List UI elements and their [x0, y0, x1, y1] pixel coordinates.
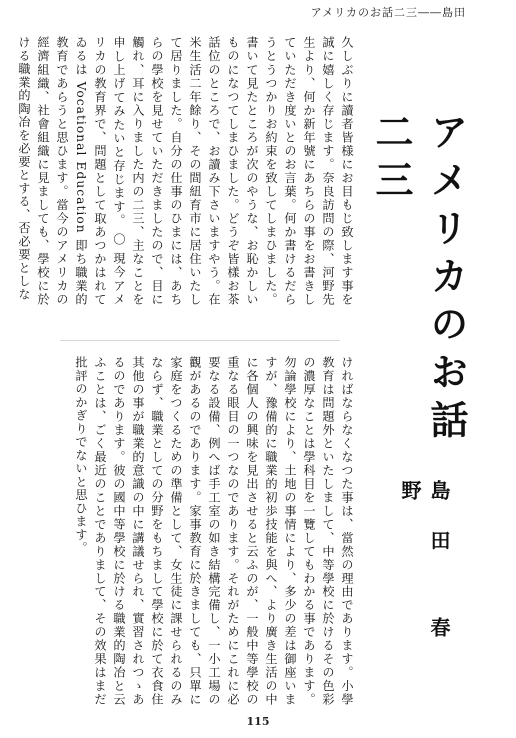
article-title: アメリカのお話二三 — [369, 112, 469, 448]
body-text-upper: 久しぶりに讀者皆様にお目もじ致します事を誠に嬉しく存じます。奈良訪問の際、河野先生より、何か新年號にあちらの事をお書きしていただき度いとのお言葉。何か書けるだらうとうつかりお約束を致してしまひました。書いて見たところが次のやうな、お恥かしいものになつてしまひました。どうぞ皆樣お茶話位のところで、お讀み下さいますやう。在米生活二年餘り、その間紐育市に居住いたして居りました。自分の仕事のひまには、あちらの學校を見せていただきましたので、目に觸れ、耳に入りました内の二三、主なことを申し上げてみたいと存じます。 〇 現今アメリカの教育界で、問題として取あつかはれてゐるは Vocational Education 即ち職業的教育であらうと思ひます。當今のアメリカの經濟組織、社會組織に見ましても、學校に於ける職業的陶冶を必要とする、否必要としな — [17, 36, 354, 306]
page-number: 115 — [246, 715, 270, 728]
running-head: アメリカのお話二三――島田 — [310, 6, 466, 19]
section-divider — [60, 340, 340, 341]
body-text-lower: ければならなくなつた事は、當然の理由であります。小學教育は問題外といたしまして、中等學校に於けるその色彩の濃厚なことは學科目を一覽してもわかる事であります。勿論學校により、土地の事情により、多少の差は御座いますが、豫備的に職業的初歩技能を與へ、より廣き生活の中に各個人の興味を見出させると云ふのが、一般中等學校の重なる眼目の一つなのであります。それがためにこれに必要なる設備、例へば手工室の如き結構完備し、一小工場の觀があるのであります。家事教育に於きましても、只單に家庭をつくるための準備として、女生徒に課せられるのみならず、職業としての分野をもちまして學校に於て衣食住其他の事が職業的意識の中に講議せられ、實習されつゝあるのであります。彼の國中等學校に於ける職業的陶冶と云ふことは、ごく最近のことでありまして、その效果はまだ批評のかぎりでないと思ひます。 — [74, 356, 354, 706]
article-author: 島田 春野 — [398, 480, 451, 667]
